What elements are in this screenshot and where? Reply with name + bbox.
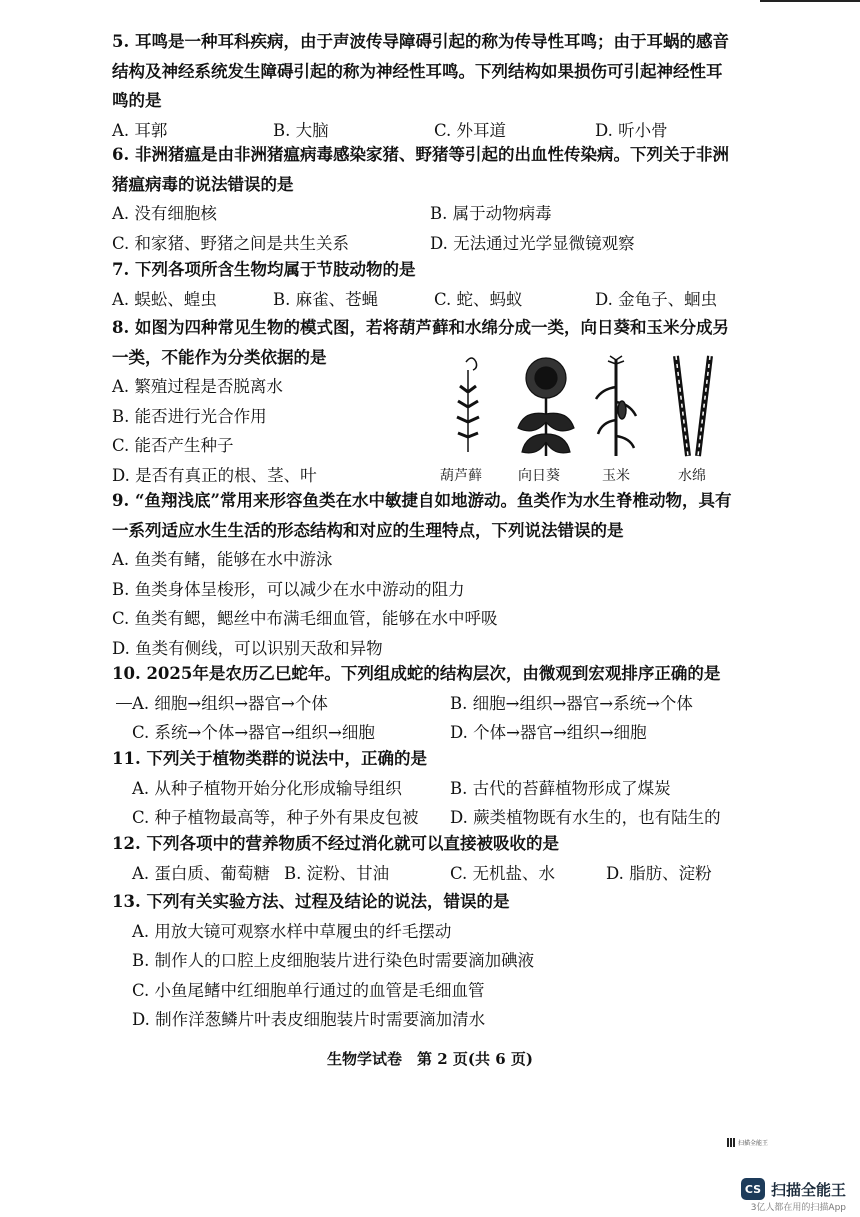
- option-c: C. 种子植物最高等，种子外有果皮包被: [132, 808, 419, 827]
- scanner-name: 扫描全能王: [770, 1180, 846, 1199]
- option-b: B. 古代的苔藓植物形成了煤炭: [450, 778, 671, 798]
- label-moss: 葫芦藓: [440, 468, 482, 484]
- option-d: D. 制作洋葱鳞片叶表皮细胞装片时需要滴加清水: [132, 1010, 486, 1029]
- option-a: A. 用放大镜可观察水样中草履虫的纤毛摆动: [132, 921, 452, 941]
- question-6: [112, 140, 748, 258]
- scan-edge: [760, 0, 860, 2]
- question-stem: 11. 下列关于植物类群的说法中，正确的是: [112, 749, 427, 768]
- options-row: [112, 689, 750, 719]
- option-c: C. 系统→个体→器官→组织→细胞: [132, 723, 375, 742]
- moss-drawing: [457, 358, 479, 452]
- option-d: D. 听小骨: [595, 120, 668, 140]
- option-c: C. 鱼类有鳃，鳃丝中布满毛细血管，能够在水中呼吸: [112, 609, 498, 628]
- scanner-brand: [741, 1178, 846, 1200]
- option-a: A. 蛋白质、葡萄糖: [132, 863, 270, 883]
- scanner-mini-label: 扫描全能王: [738, 1140, 769, 1147]
- option-a: A. 细胞→组织→器官→个体: [132, 693, 328, 713]
- option-b: B. 制作人的口腔上皮细胞装片进行染色时需要滴加碘液: [132, 951, 535, 970]
- options-row: [112, 1005, 732, 1035]
- options-row: [112, 285, 756, 315]
- options-row: [112, 976, 732, 1006]
- option-c: C. 小鱼尾鳍中红细胞单行通过的血管是毛细血管: [132, 980, 485, 1000]
- question-stem: 8. 如图为四种常见生物的模式图，若将葫芦藓和水绵分成一类，向日葵和玉米分成另一类，不能作为分类依据的是: [112, 318, 729, 367]
- option-b: B. 细胞→组织→器官→系统→个体: [450, 693, 693, 713]
- option-a: A. 蜈蚣、蝗虫: [112, 289, 217, 309]
- pen-mark: [116, 703, 132, 704]
- sunflower-drawing: [518, 358, 574, 456]
- options-row: [112, 859, 746, 889]
- question-stem: 13. 下列有关实验方法、过程及结论的说法，错误的是: [112, 892, 510, 911]
- scanner-watermark: [741, 1178, 846, 1214]
- question-stem: 7. 下列各项所含生物均属于节肢动物的是: [112, 260, 416, 279]
- question-9: [112, 486, 732, 663]
- option-a: A. 鱼类有鳍，能够在水中游泳: [112, 550, 333, 569]
- option-d: D. 蕨类植物既有水生的，也有陆生的: [450, 808, 721, 827]
- scanner-mini-mark: [727, 1138, 768, 1147]
- question-12: [112, 829, 746, 888]
- option-b: B. 大脑: [273, 120, 329, 140]
- option-d: D. 鱼类有侧线，可以识别天敌和异物: [112, 638, 383, 658]
- options-row: [112, 917, 732, 947]
- option-c: C. 能否产生种子: [112, 436, 234, 455]
- question-stem: 10. 2025年是农历乙巳蛇年。下列组成蛇的结构层次，由微观到宏观排序正确的是: [112, 664, 721, 683]
- cs-logo-icon: CS: [741, 1178, 765, 1200]
- question-5: [112, 27, 756, 145]
- spirogyra-drawing: [676, 356, 710, 456]
- options-row: [112, 946, 732, 976]
- label-spirogyra: 水绵: [678, 468, 706, 484]
- option-d: D. 脂肪、淀粉: [606, 863, 712, 883]
- question-stem: 6. 非洲猪瘟是由非洲猪瘟病毒感染家猪、野猪等引起的出血性传染病。下列关于非洲猪瘟病毒的说法错误的是: [112, 145, 729, 194]
- options-row: [112, 604, 732, 634]
- option-c: C. 无机盐、水: [450, 863, 556, 883]
- question-stem: 9. “鱼翔浅底”常用来形容鱼类在水中敏捷自如地游动。鱼类作为水生脊椎动物，具有一系列适应水生生活的形态结构和对应的生理特点，下列说法错误的是: [112, 491, 732, 540]
- question-11: [112, 744, 750, 833]
- question-10: [112, 659, 750, 748]
- qr-icon: [727, 1138, 736, 1147]
- option-b: B. 鱼类身体呈梭形，可以减少在水中游动的阻力: [112, 579, 465, 599]
- option-a: A. 繁殖过程是否脱离水: [112, 377, 283, 396]
- option-d: D. 金龟子、蛔虫: [595, 289, 718, 309]
- organisms-figure: [438, 352, 738, 487]
- option-c: C. 和家猪、野猪之间是共生关系: [112, 233, 350, 253]
- option-b: B. 淀粉、甘油: [284, 863, 390, 883]
- option-c: C. 蛇、蚂蚁: [434, 289, 523, 309]
- question-stem: 12. 下列各项中的营养物质不经过消化就可以直接被吸收的是: [112, 834, 559, 853]
- question-13: [112, 887, 732, 1035]
- question-stem: 5. 耳鸣是一种耳科疾病，由于声波传导障碍引起的称为传导性耳鸣；由于耳蜗的感音结构及神经系统发生障碍引起的称为神经性耳鸣。下列结构如果损伤可引起神经性耳鸣的是: [112, 32, 729, 110]
- scanner-tagline: 3亿人都在用的扫描App: [750, 1203, 846, 1213]
- option-d: D. 个体→器官→组织→细胞: [450, 723, 647, 742]
- question-7: [112, 255, 756, 314]
- options-row: [112, 199, 748, 229]
- option-b: B. 属于动物病毒: [430, 204, 552, 223]
- corn-drawing: [596, 356, 636, 456]
- label-sunflower: 向日葵: [518, 468, 560, 484]
- organisms-illustration: [438, 352, 738, 462]
- options-row: [112, 774, 750, 804]
- option-b: B. 能否进行光合作用: [112, 406, 267, 426]
- option-d: D. 无法通过光学显微镜观察: [430, 233, 635, 253]
- options-row: [112, 229, 748, 259]
- option-a: A. 从种子植物开始分化形成输导组织: [132, 778, 402, 798]
- label-corn: 玉米: [602, 468, 630, 484]
- options-row: [112, 545, 732, 575]
- option-d: D. 是否有真正的根、茎、叶: [112, 465, 317, 485]
- options-row: [112, 575, 732, 605]
- option-a: A. 没有细胞核: [112, 204, 217, 223]
- option-b: B. 麻雀、苍蝇: [273, 289, 379, 309]
- option-c: C. 外耳道: [434, 120, 507, 140]
- option-a: A. 耳郭: [112, 120, 168, 140]
- page-footer: 生物学试卷 第 2 页(共 6 页): [327, 1050, 533, 1068]
